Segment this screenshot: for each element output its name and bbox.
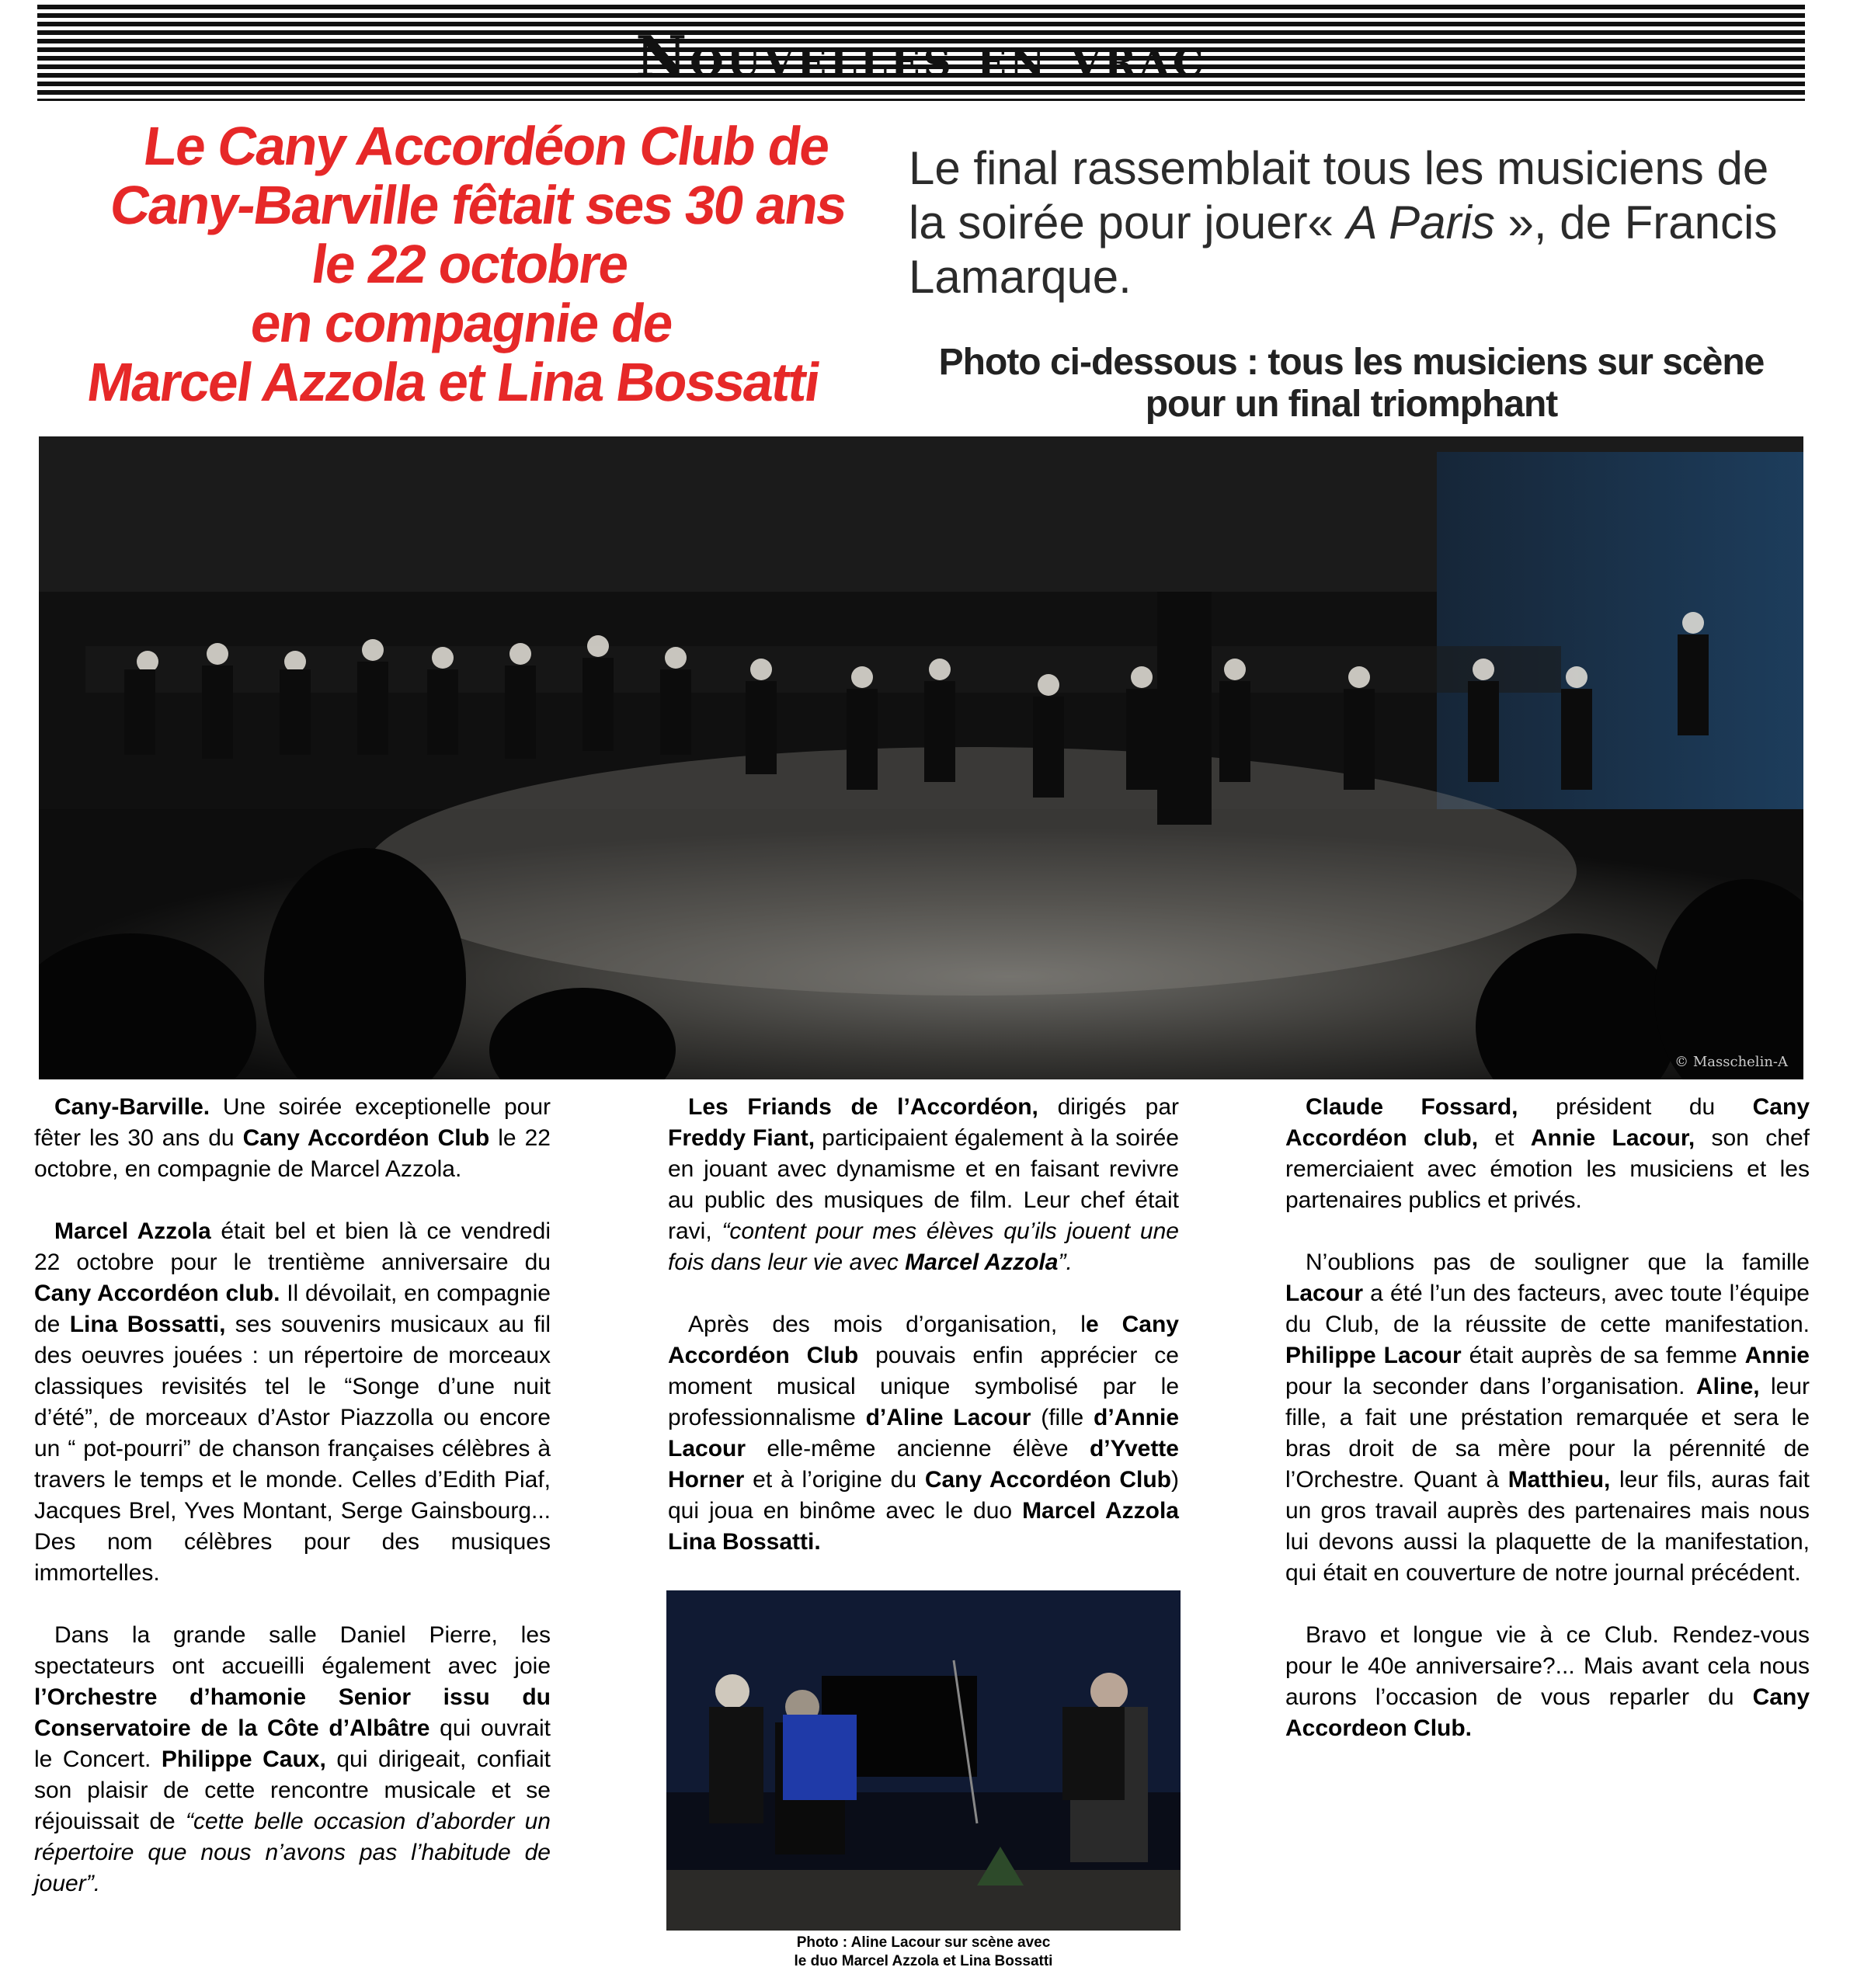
text-run: d’Annie Lacour xyxy=(668,1405,1180,1461)
headline-line: Le Cany Accordéon Club de xyxy=(140,116,833,176)
text-run: Cany-Barville. xyxy=(54,1094,210,1120)
headline-line: le 22 octobre xyxy=(308,234,632,294)
intro-text xyxy=(909,141,1810,304)
article-paragraph xyxy=(668,1092,1179,1278)
text-run: Marcel Azzola xyxy=(905,1249,1059,1275)
photo-credit: © Masschelin-A xyxy=(1674,1054,1788,1070)
text-run: Philippe Caux, xyxy=(161,1746,326,1772)
text-run: leur fils, auras fait un gros travail auprès des partenaires mais nous lui devons aussi la plaquette de la manifestation, qui était en couverture de notre journal précédent. xyxy=(1285,1467,1810,1586)
text-run: d’Aline Lacour xyxy=(865,1405,1031,1430)
text-run: Les Friands de l’Accordéon, xyxy=(688,1094,1038,1120)
text-run: “cette belle occasion d’aborder un répertoire que nous n’avons pas l’habitude de jouer”. xyxy=(34,1809,551,1896)
text-run: dirigés par xyxy=(1038,1094,1180,1120)
duo-photo-caption xyxy=(666,1934,1181,1971)
orchestra-photo-icon xyxy=(39,436,1803,1079)
text-run: (fille xyxy=(1031,1405,1094,1430)
text-run: Dans la grande salle Daniel Pierre, les spectateurs ont accueilli également avec joie xyxy=(34,1622,551,1679)
text-run: ) qui joua en binôme avec le duo xyxy=(668,1467,1179,1524)
text-run: Philippe Lacour xyxy=(1285,1343,1462,1368)
text-run: Annie xyxy=(1744,1343,1810,1368)
caption-line: Photo ci-dessous : tous les musiciens sur scène xyxy=(938,342,1765,383)
text-run: Aline, xyxy=(1695,1374,1760,1399)
text-run: président du xyxy=(1518,1094,1753,1120)
headline-line: Cany-Barville fêtait ses 30 ans xyxy=(106,175,850,235)
text-run: Lina Bossatti, xyxy=(69,1312,226,1337)
text-run: qui ouvrait le Concert. xyxy=(34,1715,551,1772)
text-run: N’oublions pas de souligner que la famille xyxy=(1306,1249,1810,1275)
headline xyxy=(26,116,913,412)
article-paragraph xyxy=(1285,1247,1810,1589)
accordion-duo-photo-icon xyxy=(666,1590,1181,1931)
text-run: Après des mois d’organisation, l xyxy=(688,1312,1086,1337)
text-run: a été l’un des facteurs, avec toute l’équipe du Club, de la réussite de cette manifestation. xyxy=(1285,1281,1810,1337)
headline-line: en compagnie de xyxy=(246,293,676,353)
caption-line: pour un final triomphant xyxy=(1145,384,1558,425)
article-paragraph xyxy=(34,1216,551,1589)
orchestra-photo xyxy=(39,436,1803,1079)
article-column-2 xyxy=(668,1092,1179,1589)
text-run: le 22 octobre, en compagnie de Marcel Azzola. xyxy=(34,1125,551,1182)
caption-line: le duo Marcel Azzola et Lina Bossatti xyxy=(794,1953,1053,1969)
article-paragraph xyxy=(34,1092,551,1185)
text-run: pour la seconder dans l’organisation. xyxy=(1285,1374,1696,1399)
text-run: qui dirigeait, confiait son plaisir de cette rencontre musicale et se réjouissait de xyxy=(34,1746,551,1834)
text-run: Marcel Azzola xyxy=(54,1218,211,1244)
text-run: Bravo et longue vie à ce Club. Rendez-vous pour le 40e anniversaire?... Mais avant cela nous aurons l’occasion de vous reparler du xyxy=(1285,1622,1810,1710)
article-paragraph xyxy=(1285,1092,1810,1216)
text-run: e Cany Accordéon Club xyxy=(668,1312,1179,1368)
text-run: était auprès de sa femme xyxy=(1461,1343,1745,1368)
text-run: Claude Fossard, xyxy=(1306,1094,1518,1120)
section-banner xyxy=(37,5,1805,101)
intro-song-title: A Paris xyxy=(1346,196,1495,248)
text-run: l’Orchestre d’hamonie Senior issu du Conservatoire de la Côte d’Albâtre xyxy=(34,1684,551,1741)
text-run: Cany Accordeon Club. xyxy=(1285,1684,1810,1741)
headline-line: Marcel Azzola et Lina Bossatti xyxy=(83,352,823,412)
intro-part1: Le final rassemblait tous les musiciens de la soirée pour jouer« xyxy=(909,142,1769,248)
article-column-1 xyxy=(34,1092,551,1931)
text-run: Freddy Fiant, xyxy=(668,1125,815,1151)
text-run: Marcel Azzola Lina Bossatti. xyxy=(668,1498,1179,1555)
text-run: elle-même ancienne élève xyxy=(746,1436,1090,1461)
duo-photo xyxy=(666,1590,1181,1931)
text-run: Cany Accordéon club, xyxy=(1285,1094,1810,1151)
text-run: Il dévoilait, en compagnie de xyxy=(34,1281,551,1337)
text-run: Lacour xyxy=(1285,1281,1364,1306)
text-run: ”. xyxy=(1058,1249,1073,1275)
intro-part2: », de Francis Lamarque. xyxy=(909,196,1778,303)
text-run: leur fille, a fait une préstation remarquée et sera le bras droit de sa mère pour la pérennité de l’Orchestre. Quant à xyxy=(1285,1374,1810,1493)
text-run: d’Yvette Horner xyxy=(668,1436,1179,1493)
text-run: pouvais enfin apprécier ce moment musical unique symbolisé par le professionnalisme xyxy=(668,1343,1179,1430)
text-run: était bel et bien là ce vendredi 22 octobre pour le trentième anniversaire du xyxy=(34,1218,551,1275)
text-run: “content pour mes élèves qu’ils jouent une fois dans leur vie avec xyxy=(668,1218,1179,1275)
text-run: participaient également à la soirée en jouant avec dynamisme et en faisant revivre au public des musiques de film. Leur chef était ravi, xyxy=(668,1125,1179,1244)
text-run: son chef remerciaient avec émotion les musiciens et les partenaires publics et privés. xyxy=(1285,1125,1810,1213)
text-run: et xyxy=(1478,1125,1531,1151)
article-column-3 xyxy=(1285,1092,1810,1775)
text-run: Cany Accordéon Club xyxy=(242,1125,490,1151)
text-run: Matthieu, xyxy=(1507,1467,1611,1493)
photo-caption-top xyxy=(916,342,1786,426)
article-paragraph xyxy=(34,1620,551,1899)
text-run: Cany Accordéon club. xyxy=(34,1281,280,1306)
caption-line: Photo : Aline Lacour sur scène avec xyxy=(796,1934,1051,1951)
text-run: et à l’origine du xyxy=(744,1467,925,1493)
article-paragraph xyxy=(668,1309,1179,1558)
text-run: Cany Accordéon Club xyxy=(924,1467,1171,1493)
section-title: Nouvelles en vrac xyxy=(635,23,1207,89)
text-run: Une soirée exceptionelle pour fêter les 30 ans du xyxy=(34,1094,551,1151)
text-run: ses souvenirs musicaux au fil des oeuvres jouées : un répertoire de morceaux classiques revisités tel le “Songe d’une nuit d’été”, de morceaux d’Astor Piazzolla ou encore un “ pot-pourri” de chanson françaises célèbres à travers le temps et le monde. Celles d’Edith Piaf, Jacques Brel, Yves Montant, Serge Gainsbourg... Des nom célèbres pour des musiques immortelles. xyxy=(34,1312,551,1586)
article-paragraph xyxy=(1285,1620,1810,1744)
text-run: Annie Lacour, xyxy=(1530,1125,1695,1151)
